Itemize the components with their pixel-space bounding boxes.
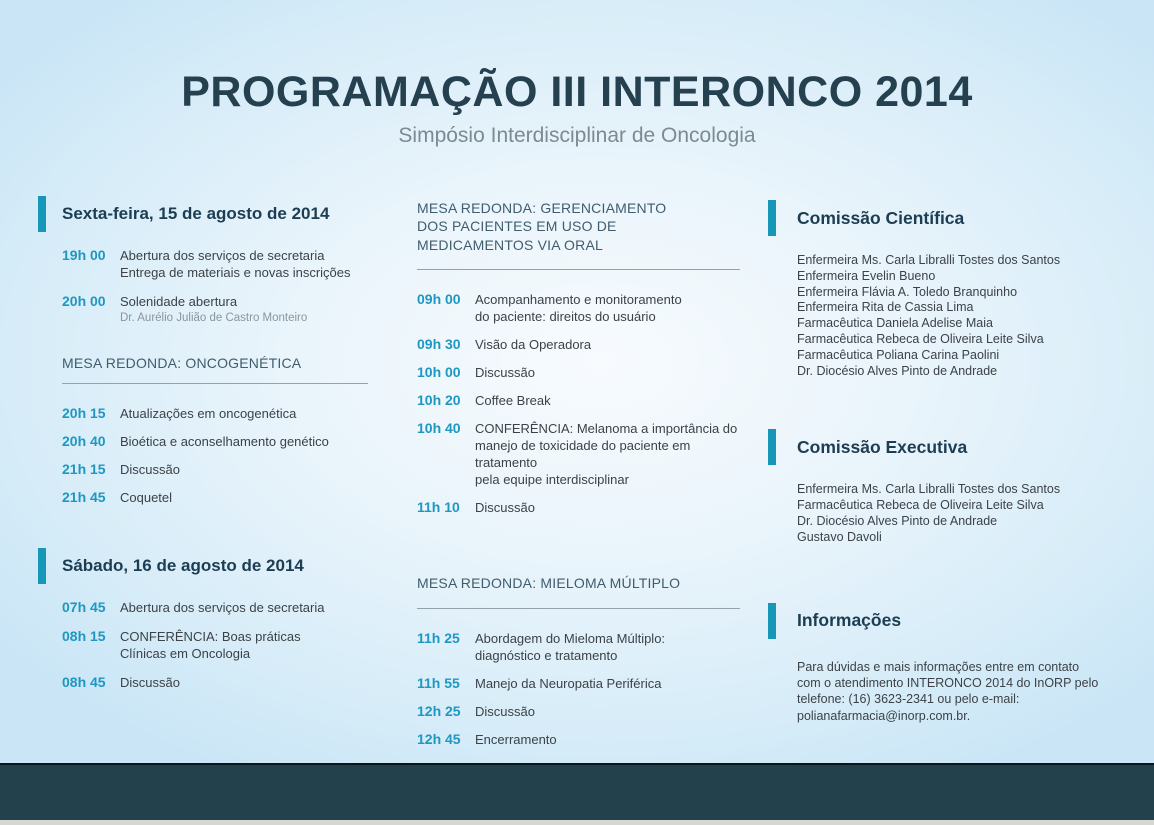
- desc-line: manejo de toxicidade do paciente em tratamento: [475, 438, 691, 471]
- schedule-time: 21h 45: [62, 489, 106, 506]
- member-name: Enfermeira Ms. Carla Libralli Tostes dos Santos: [797, 253, 1061, 267]
- schedule-desc: [120, 247, 351, 281]
- info-header: [768, 603, 1138, 639]
- desc-line: Encerramento: [475, 731, 557, 747]
- schedule-desc: [120, 599, 324, 616]
- accent-bar: [768, 429, 776, 465]
- schedule-time: 08h 45: [62, 674, 106, 691]
- schedule-desc: [120, 293, 307, 326]
- schedule-item: [62, 433, 383, 450]
- schedule-time: 19h 00: [62, 247, 106, 263]
- schedule-item: [62, 674, 383, 691]
- speaker-name: Dr. Aurélio Julião de Castro Monteiro: [120, 312, 308, 324]
- schedule-desc: [475, 703, 535, 720]
- divider: [417, 608, 740, 609]
- member-name: Enfermeira Ms. Carla Libralli Tostes dos Santos: [797, 482, 1061, 497]
- schedule-item: [417, 336, 747, 353]
- desc-line: Abordagem do Mieloma Múltiplo:: [475, 630, 666, 646]
- schedule-item: [417, 675, 747, 692]
- schedule-time: 20h 00: [62, 293, 106, 309]
- contact-info-text: Para dúvidas e mais informações entre em contato com o atendimento INTERONCO 2014 do InORP pelo telefone: (16) 3623-2341 ou pelo e-mail: polianafarmacia@inorp.com.br.: [797, 659, 1099, 723]
- committee-title: Comissão Científica: [797, 207, 965, 228]
- section-mieloma: [417, 574, 747, 747]
- day-header-saturday: [38, 548, 383, 584]
- info-title: Informações: [797, 610, 902, 631]
- member-name: Farmacêutica Rebeca de Oliveira Leite Silva: [797, 498, 1044, 513]
- schedule-item: [62, 293, 383, 326]
- desc-line: CONFERÊNCIA: Boas práticas: [120, 629, 301, 645]
- member-name: Enfermeira Evelin Bueno: [797, 268, 936, 283]
- accent-bar: [38, 548, 46, 584]
- executive-committee-header: [768, 429, 1138, 465]
- column-committees: [768, 200, 1138, 724]
- desc-line: Abertura dos serviços de secretaria: [120, 600, 325, 616]
- schedule-item: [417, 291, 747, 325]
- desc-line: pela equipe interdisciplinar: [475, 472, 629, 488]
- schedule-desc: [475, 291, 682, 325]
- schedule-time: 07h 45: [62, 599, 106, 616]
- schedule-item: [417, 703, 747, 720]
- member-name: Enfermeira Flávia A. Toledo Branquinho: [797, 284, 1018, 299]
- schedule-item: [62, 405, 383, 422]
- desc-line: Solenidade abertura: [120, 294, 238, 309]
- scientific-committee-members: [797, 253, 1138, 379]
- section-oncogenetica: [62, 354, 383, 506]
- schedule-desc: [475, 336, 591, 353]
- schedule-friday-opening: [62, 247, 383, 326]
- schedule-item: [62, 628, 383, 662]
- committee-title: Comissão Executiva: [797, 436, 968, 457]
- schedule-time: 12h 45: [417, 730, 461, 747]
- desc-line: Acompanhamento e monitoramento: [475, 292, 682, 308]
- schedule-desc: [120, 489, 172, 506]
- desc-line: Discussão: [120, 675, 180, 691]
- schedule-desc: [475, 420, 747, 488]
- schedule-item: [417, 420, 747, 488]
- day-title: Sábado, 16 de agosto de 2014: [62, 556, 304, 576]
- desc-line: Entrega de materiais e novas inscrições: [120, 265, 351, 280]
- page-subtitle: Simpósio Interdisciplinar de Oncologia: [398, 124, 756, 147]
- member-name: Dr. Diocésio Alves Pinto de Andrade: [797, 363, 998, 378]
- section-title: MESA REDONDA: MIELOMA MÚLTIPLO: [417, 575, 681, 592]
- schedule-time: 20h 15: [62, 405, 106, 422]
- member-name: Farmacêutica Poliana Carina Paolini: [797, 347, 1000, 362]
- schedule-desc: [475, 392, 551, 409]
- page-title: PROGRAMAÇÃO III INTERONCO 2014: [181, 68, 973, 116]
- desc-line: Atualizações em oncogenética: [120, 406, 297, 422]
- schedule-saturday-opening: [62, 599, 383, 691]
- desc-line: Visão da Operadora: [475, 337, 592, 353]
- schedule-item: [417, 499, 747, 516]
- schedule-time: 11h 55: [417, 674, 460, 691]
- schedule-desc: [475, 675, 661, 692]
- member-name: Farmacêutica Daniela Adelise Maia: [797, 316, 993, 331]
- desc-line: CONFERÊNCIA: Melanoma a importância do: [475, 421, 738, 437]
- accent-bar: [768, 603, 776, 639]
- schedule-desc: [475, 364, 535, 381]
- scientific-committee-header: [768, 200, 1138, 236]
- schedule-item: [417, 731, 747, 748]
- schedule-desc: [475, 499, 535, 516]
- header: [0, 68, 1154, 148]
- member-name: Dr. Diocésio Alves Pinto de Andrade: [797, 513, 998, 528]
- schedule-time: 09h 30: [417, 336, 461, 353]
- schedule-item: [417, 630, 747, 664]
- member-name: Gustavo Davoli: [797, 529, 882, 544]
- desc-line: do paciente: direitos do usuário: [475, 309, 656, 325]
- desc-line: Clínicas em Oncologia: [120, 646, 251, 662]
- section-title: MESA REDONDA: GERENCIAMENTO DOS PACIENTES EM USO DE MEDICAMENTOS VIA ORAL: [417, 200, 667, 253]
- desc-line: Discussão: [475, 703, 535, 719]
- section-medicamentos-oral: [417, 199, 747, 516]
- day-header-friday: [38, 196, 383, 232]
- schedule-item: [62, 599, 383, 616]
- desc-line: diagnóstico e tratamento: [475, 647, 618, 663]
- schedule-item: [62, 461, 383, 478]
- accent-bar: [38, 196, 46, 232]
- bottom-strip: [0, 820, 1154, 825]
- desc-line: Discussão: [475, 365, 535, 381]
- schedule-desc: [475, 731, 557, 748]
- section-title: MESA REDONDA: ONCOGENÉTICA: [62, 355, 302, 371]
- desc-line: Discussão: [475, 500, 535, 516]
- member-name: Enfermeira Rita de Cassia Lima: [797, 300, 974, 315]
- desc-line: Manejo da Neuropatia Periférica: [475, 675, 662, 691]
- desc-line: Bioética e aconselhamento genético: [120, 434, 329, 450]
- desc-line: Abertura dos serviços de secretaria: [120, 248, 325, 263]
- schedule-desc: [475, 630, 665, 664]
- schedule-time: 09h 00: [417, 291, 461, 308]
- schedule-desc: [120, 628, 301, 662]
- schedule-time: 10h 20: [417, 392, 461, 409]
- column-saturday-sessions: [417, 199, 747, 759]
- desc-line: Coquetel: [120, 490, 173, 506]
- schedule-item: [417, 364, 747, 381]
- schedule-time: 08h 15: [62, 628, 106, 645]
- footer-bar: [0, 763, 1154, 820]
- schedule-item: [417, 392, 747, 409]
- schedule-time: 11h 10: [417, 499, 460, 516]
- accent-bar: [768, 200, 776, 236]
- divider: [62, 383, 368, 384]
- column-friday: [38, 196, 383, 703]
- schedule-time: 21h 15: [62, 461, 106, 478]
- schedule-item: [62, 489, 383, 506]
- schedule-desc: [120, 461, 180, 478]
- schedule-time: 10h 00: [417, 364, 461, 381]
- schedule-desc: [120, 405, 296, 422]
- divider: [417, 269, 740, 270]
- schedule-time: 20h 40: [62, 433, 106, 450]
- member-name: Farmacêutica Rebeca de Oliveira Leite Silva: [797, 331, 1044, 346]
- executive-committee-members: [797, 482, 1138, 545]
- desc-line: Coffee Break: [475, 393, 551, 409]
- schedule-desc: [120, 674, 180, 691]
- schedule-desc: [120, 433, 329, 450]
- schedule-time: 10h 40: [417, 420, 461, 437]
- day-title: Sexta-feira, 15 de agosto de 2014: [62, 204, 330, 223]
- desc-line: Discussão: [120, 462, 180, 478]
- schedule-time: 12h 25: [417, 702, 461, 719]
- schedule-item: [62, 247, 383, 281]
- schedule-time: 11h 25: [417, 629, 460, 646]
